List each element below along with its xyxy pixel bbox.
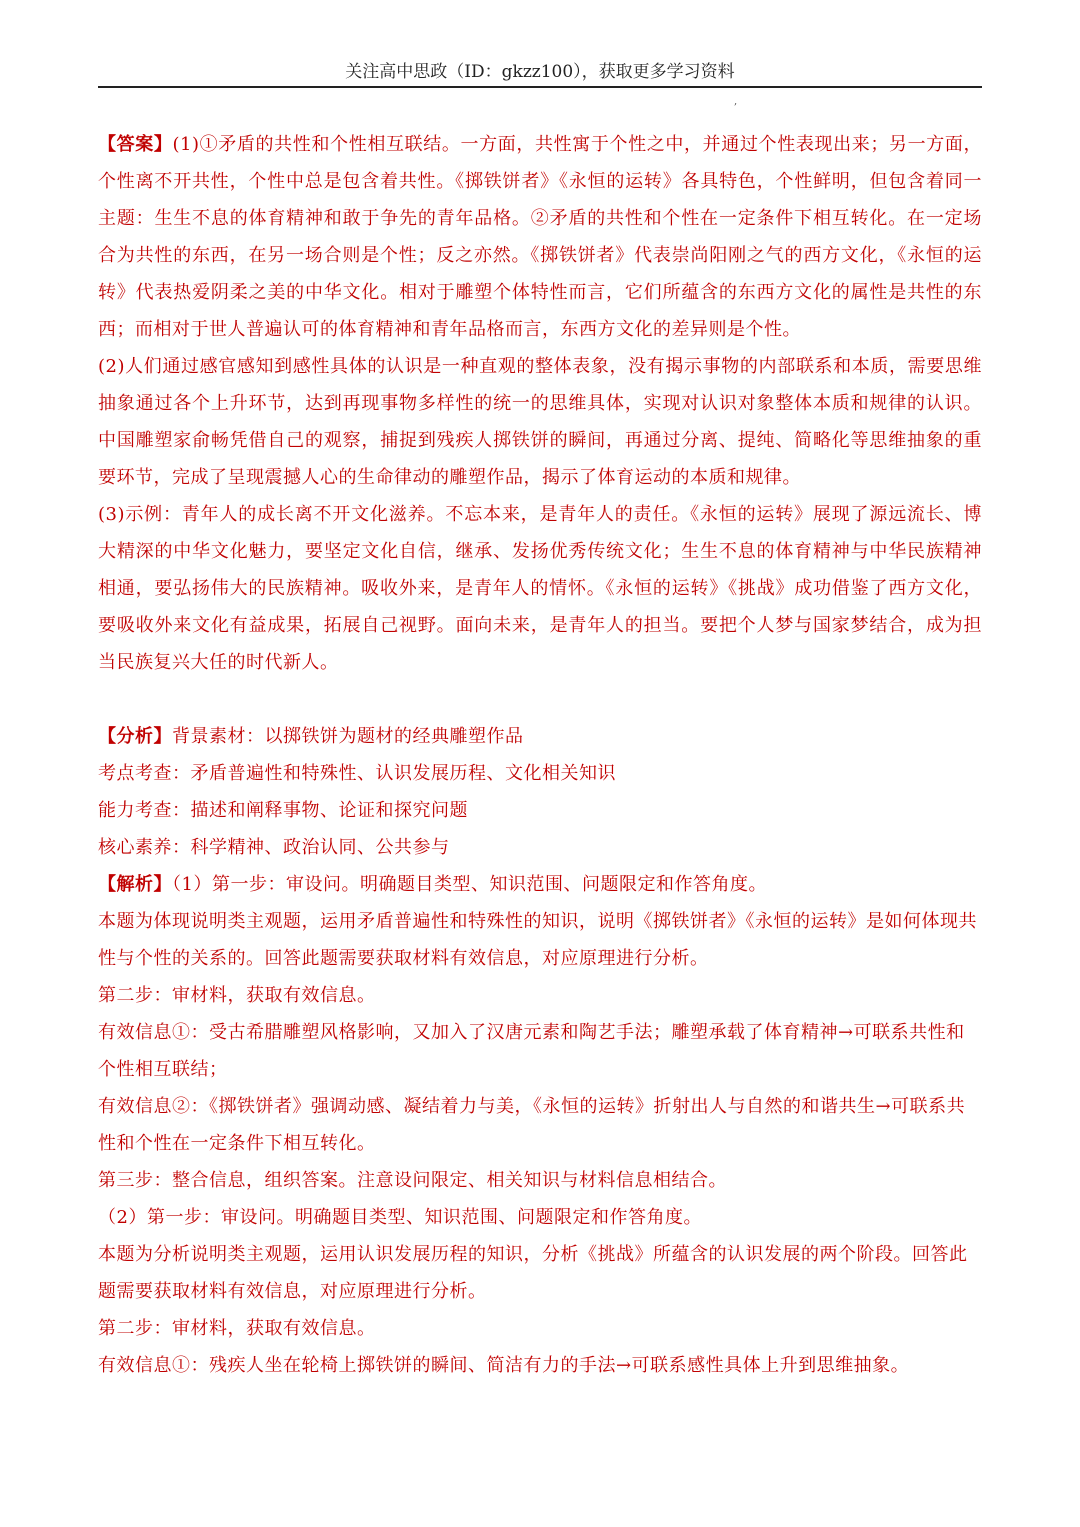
analysis-background-text: 背景素材：以掷铁饼为题材的经典雕塑作品 <box>172 726 524 747</box>
answer-section <box>98 126 982 681</box>
analysis-background-line <box>98 718 982 755</box>
explanation-line-6: （2）第一步：审设问。明确题目类型、知识范围、问题限定和作答角度。 <box>98 1207 702 1228</box>
answer-paragraph-2: (2)人们通过感官感知到感性具体的认识是一种直观的整体表象，没有揭示事物的内部联系和本质，需要思维抽象通过各个上升环节，达到再现事物多样性的统一的思维具体，实现对认识对象整体本质和规律的认识。中国雕塑家俞畅凭借自己的观察，捕捉到残疾人掷铁饼的瞬间，再通过分离、提纯、简略化等思维抽象的重要环节，完成了呈现震撼人心的生命律动的雕塑作品，揭示了体育运动的本质和规律。 <box>98 356 982 488</box>
header-divider <box>98 86 982 88</box>
page-header: 关注高中思政（ID：gkzz100），获取更多学习资料 <box>345 62 735 82</box>
analysis-ability: 能力考查：描述和阐释事物、论证和探究问题 <box>98 800 468 821</box>
analysis-label: 【分析】 <box>98 726 172 747</box>
explanation-line-0-text: （1）第一步：审设问。明确题目类型、知识范围、问题限定和作答角度。 <box>172 874 767 895</box>
explanation-label: 【解析】 <box>98 874 172 895</box>
explanation-line-8: 第二步：审材料，获取有效信息。 <box>98 1318 376 1339</box>
explanation-line-9: 有效信息①：残疾人坐在轮椅上掷铁饼的瞬间、简洁有力的手法→可联系感性具体上升到思维抽象。 <box>98 1355 910 1376</box>
explanation-line-3: 有效信息①：受古希腊雕塑风格影响，又加入了汉唐元素和陶艺手法；雕塑承载了体育精神→可联系共性和个性相互联结； <box>98 1022 965 1080</box>
analysis-exam-points: 考点考查：矛盾普遍性和特殊性、认识发展历程、文化相关知识 <box>98 763 616 784</box>
analysis-literacy: 核心素养：科学精神、政治认同、公共参与 <box>98 837 450 858</box>
explanation-line-7: 本题为分析说明类主观题，运用认识发展历程的知识，分析《挑战》所蕴含的认识发展的两个阶段。回答此题需要获取材料有效信息，对应原理进行分析。 <box>98 1244 968 1302</box>
section-gap <box>98 681 982 718</box>
explanation-section <box>98 866 982 1384</box>
explanation-line-1: 本题为体现说明类主观题，运用矛盾普遍性和特殊性的知识，说明《掷铁饼者》《永恒的运转》是如何体现共性与个性的关系的。回答此题需要获取材料有效信息，对应原理进行分析。 <box>98 911 977 969</box>
stray-mark: , <box>734 96 738 107</box>
answer-paragraph-1 <box>98 126 982 348</box>
answer-label: 【答案】 <box>98 134 173 155</box>
answer-paragraph-3: (3)示例：青年人的成长离不开文化滋养。不忘本来，是青年人的责任。《永恒的运转》展现了源远流长、博大精深的中华文化魅力，要坚定文化自信，继承、发扬优秀传统文化；生生不息的体育精神与中华民族精神相通，要弘扬伟大的民族精神。吸收外来，是青年人的情怀。《永恒的运转》《挑战》成功借鉴了西方文化，要吸收外来文化有益成果，拓展自己视野。面向未来，是青年人的担当。要把个人梦与国家梦结合，成为担当民族复兴大任的时代新人。 <box>98 504 982 673</box>
answer-part-1-text: (1)①矛盾的共性和个性相互联结。一方面，共性寓于个性之中，并通过个性表现出来；另一方面，个性离不开共性，个性中总是包含着共性。《掷铁饼者》《永恒的运转》各具特色，个性鲜明，但包含着同一主题：生生不息的体育精神和敢于争先的青年品格。②矛盾的共性和个性在一定条件下相互转化。在一定场合为共性的东西，在另一场合则是个性；反之亦然。《掷铁饼者》代表崇尚阳刚之气的西方文化，《永恒的运转》代表热爱阴柔之美的中华文化。相对于雕塑个体特性而言，它们所蕴含的东西方文化的属性是共性的东西；而相对于世人普遍认可的体育精神和青年品格而言，东西方文化的差异则是个性。 <box>98 134 983 340</box>
document-content <box>98 126 982 1384</box>
explanation-line-4: 有效信息②：《掷铁饼者》强调动感、凝结着力与美，《永恒的运转》折射出人与自然的和谐共生→可联系共性和个性在一定条件下相互转化。 <box>98 1096 966 1154</box>
analysis-section <box>98 718 982 866</box>
explanation-line-2: 第二步：审材料，获取有效信息。 <box>98 985 376 1006</box>
explanation-line-5: 第三步：整合信息，组织答案。注意设问限定、相关知识与材料信息相结合。 <box>98 1170 727 1191</box>
explanation-line-0 <box>98 866 982 903</box>
